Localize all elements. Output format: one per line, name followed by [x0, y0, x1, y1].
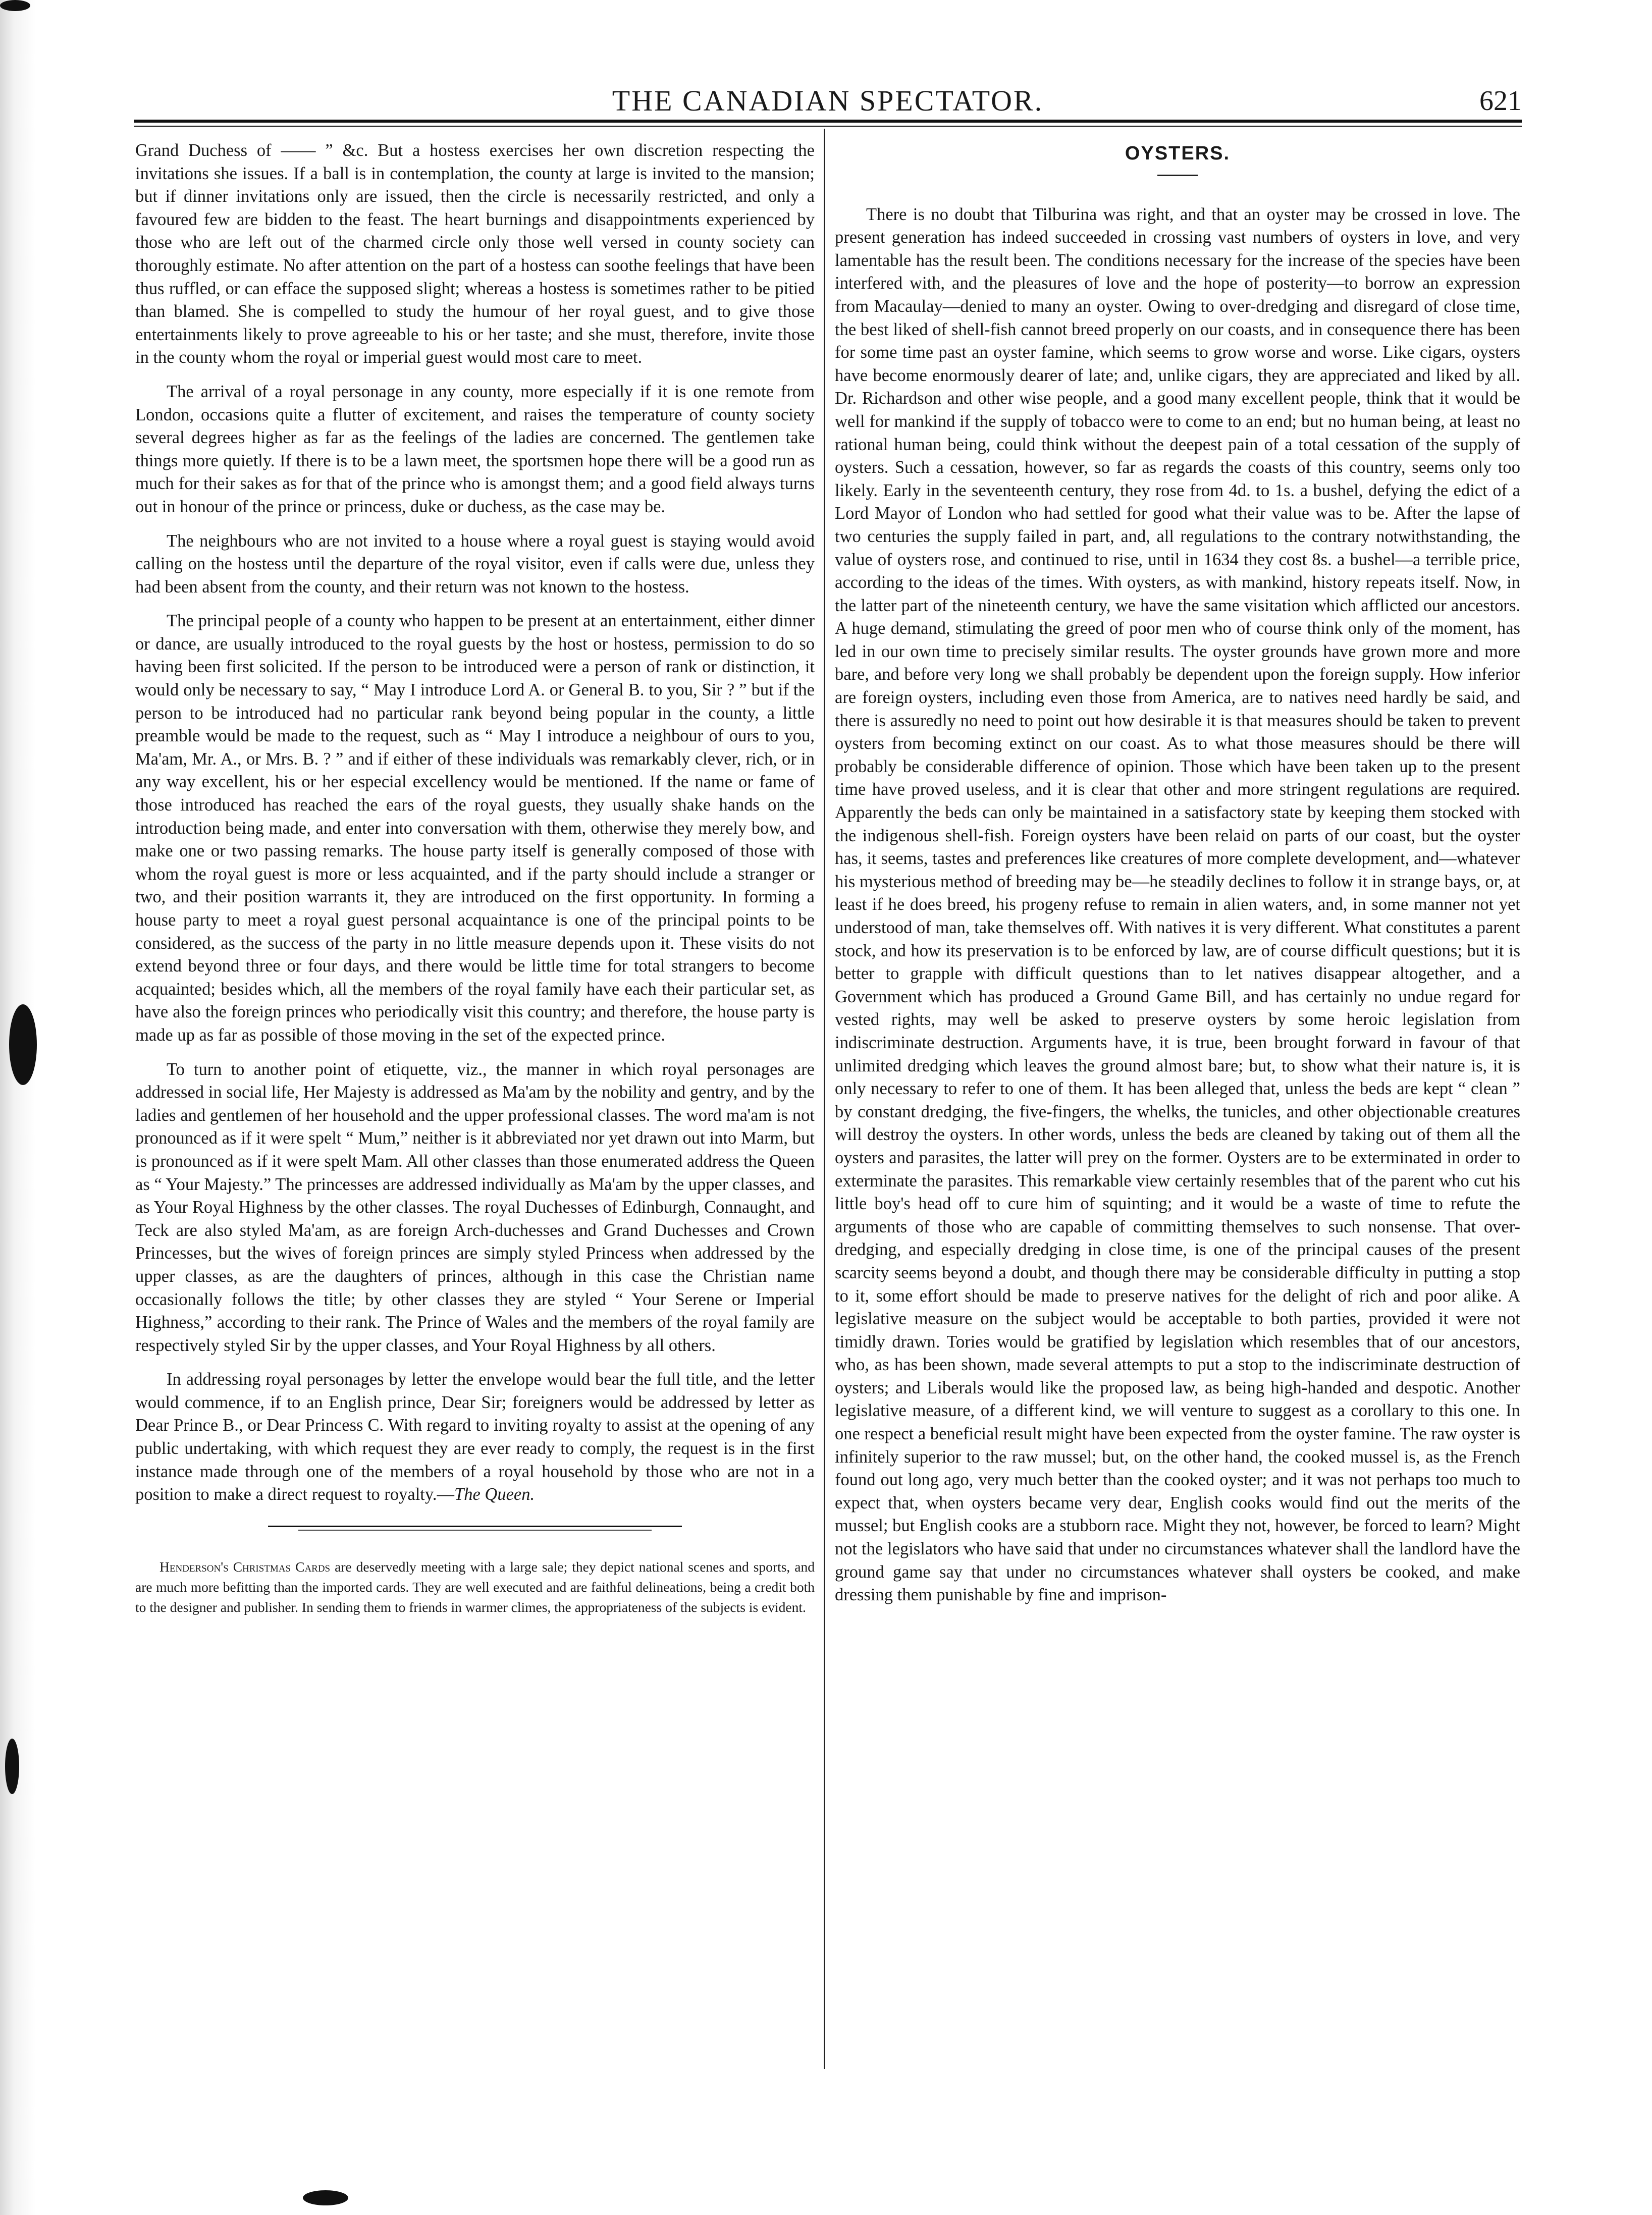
running-head [134, 78, 1522, 124]
page-number: 621 [1479, 85, 1522, 117]
paragraph-with-source [135, 1368, 815, 1506]
right-column [835, 139, 1520, 1618]
left-column [135, 139, 815, 1617]
header-rule-thin [134, 126, 1522, 127]
ink-blot [5, 1739, 19, 1794]
ink-blot [0, 0, 30, 11]
paragraph: Grand Duchess of —— ” &c. But a hostess exercises her own discretion respecting the invitations she issues. If a ball is in contemplation, the county at large is invited to the mansion; but if dinner invitations only are issued, then the circle is necessarily restricted, and only a favoured few are bidden to the feast. The heart burnings and disappointments experienced by those who are left out of the charmed circle only those well versed in county society can thoroughly estimate. No after attention on the part of a hostess can soothe feelings that have been thus ruffled, or can efface the supposed slight; whereas a hostess is sometimes rather to be pitied than blamed. She is compelled to study the humour of her royal guest, and to give those entertainments likely to prove agreeable to his or her taste; and she must, therefore, invite those in the county whom the royal or imperial guest would most care to meet. [135, 141, 815, 367]
source-credit: The Queen. [454, 1485, 535, 1504]
paragraph: There is no doubt that Tilburina was right, and that an oyster may be crossed in love. The present generation has indeed succeeded in crossing vast numbers of oysters in love, and very lamentable has the result been. The conditions necessary for the increase of the species have been interfered with, and the pleasures of love and the hope of posterity—to borrow an expression from Macaulay—denied to many an oyster. Owing to over-dredging and disregard of close time, the best liked of shell-fish cannot breed properly on our coasts, and in consequence there has been for some time past an oyster famine, which seems to grow worse and worse. Like cigars, oysters have become enormously dearer of late; and, unlike cigars, they are appreciated and liked by all. Dr. Richardson and other wise people, and a good many excellent people, think that it would be well for mankind if the supply of tobacco were to come to an end; but no human being, at least no rational human being, could think without the deepest pain of a total cessation of the supply of oysters. Such a cessation, however, so far as regards the coasts of this country, seems only too likely. Early in the seventeenth century, they rose from 4d. to 1s. a bushel, defying the edict of a Lord Mayor of London who had settled for good what their value was to be. After the lapse of two centuries the supply failed in part, and, all regulations to the contrary notwithstanding, the value of oysters rose, and continued to rise, until in 1634 they cost 8s. a bushel—a terrible price, according to the ideas of the times. With oysters, as with mankind, history repeats itself. Now, in the latter part of the nineteenth century, we have the same visitation which afflicted our ancestors. A huge demand, stimulating the greed of poor men who of course think only of the moment, has led in our own time to precisely similar results. The oyster grounds have grown more and more bare, and before very long we shall probably be dependent upon the foreign supply. How inferior are foreign oysters, including even those from America, are to natives need hardly be said, and there is assuredly no need to point out how desirable it is that measures should be taken to prevent oysters from becoming extinct on our coast. As to what those measures should be there will probably be considerable difference of opinion. Those which have been taken up to the present time have proved useless, and it is clear that other and more stringent regulations are required. Apparently the beds can only be maintained in a satisfactory state by keeping them stocked with the indigenous shell-fish. Foreign oysters have been relaid on parts of our coast, but the oyster has, it seems, tastes and preferences like creatures of more complete development, and—whatever his mysterious method of breeding may be—he steadily declines to follow it in strange bays, or, at least if he does breed, his progeny refuse to remain in alien waters, and, in some manner not yet understood of man, take themselves off. With natives it is very different. What constitutes a parent stock, and how its preservation is to be enforced by law, are of course difficult questions; but it is better to grapple with difficult questions than to let natives disappear altogether, and a Government which has produced a Ground Game Bill, and has certainly no undue regard for vested rights, may well be asked to preserve oysters by some heroic legislation from indiscriminate destruction. Arguments have, it is true, been brought forward in favour of that unlimited dredging which leaves the ground almost bare; but, to show what their nature is, it is only necessary to refer to one of them. It has been alleged that, unless the beds are kept “ clean ” by constant dredging, the five-fingers, the whelks, the tunicles, and other objectionable creatures will destroy the oysters. In other words, unless the beds are cleaned by taking out of them all the oysters and parasites, the latter will prey on the former. Oysters are to be exterminated in order to exterminate the parasites. This remarkable view certainly resembles that of the parent who cut his little boy's head off to cure him of squinting; and it would be a waste of time to refute the arguments of those who are capable of committing themselves to such nonsense. That over-dredging, and especially dredging in close time, is one of the principal causes of the present scarcity seems beyond a doubt, and though there may be considerable difficulty in putting a stop to it, some effort should be made to preserve natives for the delight of rich and poor alike. A legislative measure on the subject would be acceptable to both parties, provided it were not timidly drawn. Tories would be gratified by legislation which resembles that of our ancestors, who, as has been shown, made several attempts to put a stop to the indiscriminate destruction of oysters; and Liberals would like the proposed law, as being high-handed and despotic. Another legislative measure, of a different kind, we will venture to suggest as a corollary to this one. In one respect a beneficial result might have been expected from the oyster famine. The raw oyster is infinitely superior to the raw mussel; but, on the other hand, the cooked mussel is, as the French found out long ago, very much better than the cooked oyster; and it was not perhaps too much to expect that, when oysters became very dear, English cooks would find out the merits of the mussel; but English cooks are a stubborn race. Might they not, however, be forced to learn? Might not the legislators who have said that under no circumstances whatever shall the landlord have the ground game say that under no circumstances whatever shall oysters be cooked, and make dressing them punishable by fine and imprison- [835, 204, 1520, 1605]
title-dash [1157, 175, 1198, 176]
paragraph: The neighbours who are not invited to a house where a royal guest is staying would avoid calling on the hostess until the departure of the royal visitor, even if calls were due, unless they had been absent from the county, and their return was not known to the hostess. [135, 531, 815, 597]
journal-title: THE CANADIAN SPECTATOR. [612, 84, 1044, 117]
column-separator [824, 129, 825, 2069]
paragraph: The principal people of a county who happen to be present at an entertainment, either dinner or dance, are usually introduced to the royal guests by the host or hostess, permission to do so having been first solicited. If the person to be introduced were a person of rank or distinction, it would only be necessary to say, “ May I introduce Lord A. or General B. to you, Sir ? ” but if the person to be introduced had no particular rank beyond being popular in the county, a little preamble would be made to the request, such as “ May I introduce a neighbour of ours to you, Ma'am, Mr. A., or Mrs. B. ? ” and if either of these individuals was remarkably clever, rich, or in any way excellent, his or her especial excellency would be mentioned. If the name or fame of those introduced has reached the ears of the royal guests, they usually shake hands on the introduction being made, and enter into conversation with them, otherwise they merely bow, and make one or two passing remarks. The house party itself is generally composed of those with whom the royal guest is more or less acquainted, and if the party should include a stranger or two, and their position warrants it, they are introduced on the first opportunity. In forming a house party to meet a royal guest personal acquaintance is one of the principal points to be considered, as the success of the party in no little measure depends upon it. These visits do not extend beyond three or four days, and there would be little time for total strangers to become acquainted; besides which, all the members of the royal family have each their particular set, as have also the foreign princes who periodically visit this country; and therefore, the house party is made up as far as possible of those moving in the set of the expected prince. [135, 611, 815, 1045]
henderson-note [135, 1557, 815, 1617]
header-rule [134, 120, 1522, 123]
note-text: are deservedly meeting with a large sale; they depict national scenes and sports, and are much more befitting than the imported cards. They are well executed and are faithful delineations, being a credit both to the designer and publisher. In sending them to friends in warmer climes, the appropriateness of the subjects is evident. [135, 1558, 815, 1615]
ink-blot [9, 1004, 37, 1085]
note-lead: Henderson's Christmas Cards [159, 1558, 331, 1575]
scan-margin [0, 0, 35, 2215]
paragraph: The arrival of a royal personage in any county, more especially if it is one remote from London, occasions quite a flutter of excitement, and raises the temperature of county society several degrees higher as far as the feelings of the ladies are concerned. The gentlemen take things more quietly. If there is to be a lawn meet, the sportsmen hope there will be a good run as much for their sakes as for that of the prince who is amongst them; and a good field always turns out in honour of the prince or princess, duke or duchess, as the case may be. [135, 382, 815, 516]
article-title: OYSTERS. [1125, 143, 1231, 164]
ink-blot [303, 2190, 348, 2205]
paragraph: To turn to another point of etiquette, viz., the manner in which royal personages are addressed in social life, Her Majesty is addressed as Ma'am by the nobility and gentry, and by the ladies and gentlemen of her household and the upper professional classes. The word ma'am is not pronounced as if it were spelt “ Mum,” neither is it abbreviated nor yet drawn out into Marm, but is pronounced as if it were spelt Mam. All other classes than those enumerated address the Queen as “ Your Majesty.” The princesses are addressed individually as Ma'am by the upper classes, and as Your Royal Highness by the other classes. The royal Duchesses of Edinburgh, Connaught, and Teck are also styled Ma'am, as are foreign Arch-duchesses and Grand Duchesses and Crown Princesses, but the wives of foreign princes are simply styled Princess when addressed by the upper classes, as are the daughters of princes, although in this case the Christian name occasionally follows the title; by other classes they are styled “ Your Serene or Imperial Highness,” according to their rank. The Prince of Wales and the members of the royal family are respectively styled Sir by the upper classes, and Your Royal Highness by all others. [135, 1059, 815, 1355]
section-divider [268, 1526, 682, 1531]
paragraph: In addressing royal personages by letter the envelope would bear the full title, and the letter would commence, if to an English prince, Dear Sir; foreigners would be addressed by letter as Dear Prince B., or Dear Princess C. With regard to inviting royalty to assist at the opening of any public undertaking, with which request they are ever ready to comply, the request is in the first instance made through one of the members of a royal household by those who are not in a position to make a direct request to royalty.— [135, 1370, 815, 1504]
